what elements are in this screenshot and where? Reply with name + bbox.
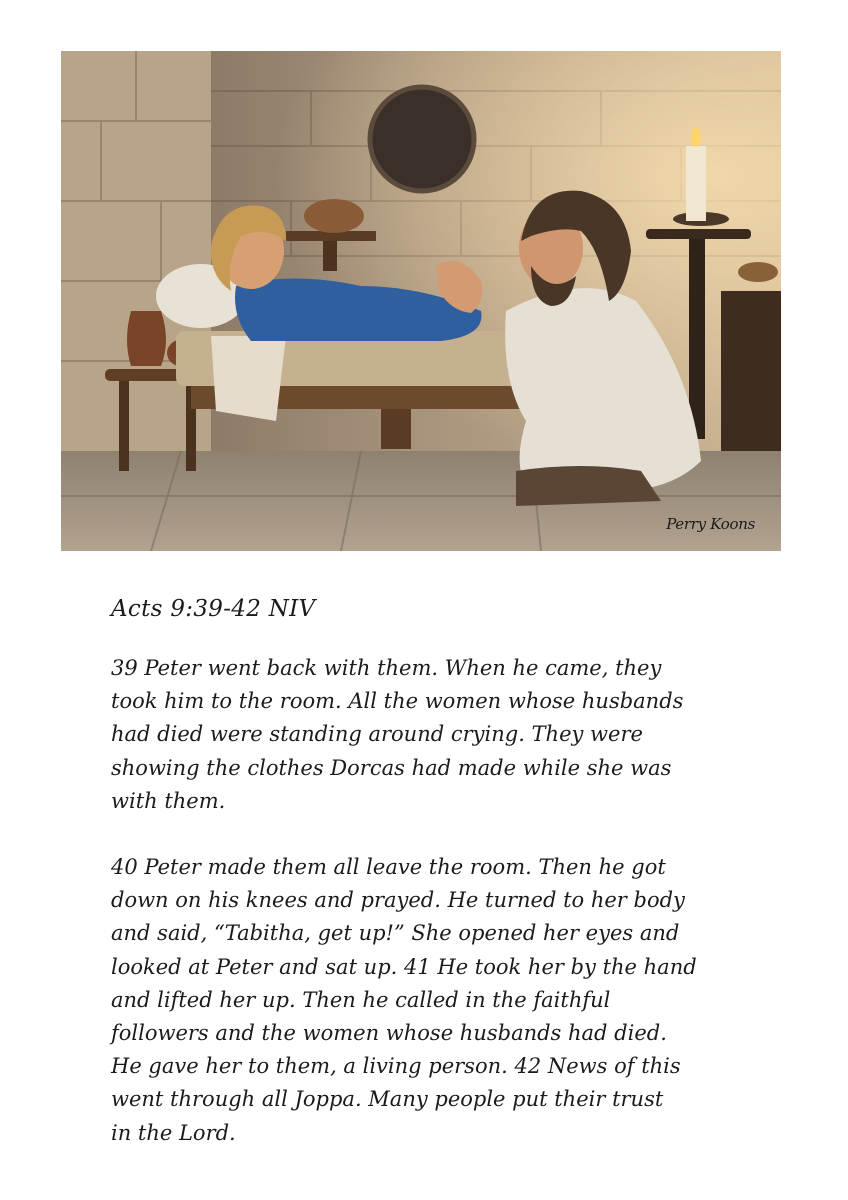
- candle: [686, 146, 706, 221]
- verse-paragraph-40-42: 40 Peter made them all leave the room. Then he got down on his knees and prayed. He turned to her body and said, “Tabitha, get up!” She opened her eyes and looked at Peter and sat up. 41 He took her by the hand and lifted her up. Then he called in the faithful followers and the women whose husbands had died. He gave her to them, a living person. 42 News of this went through all Joppa. Many people put their trust in the Lord.: [111, 855, 697, 1145]
- illustration-scene: [61, 51, 781, 551]
- scripture-reference: Acts 9:39-42 NIV: [111, 596, 316, 622]
- candle-flame: [691, 127, 701, 147]
- clay-bowl: [304, 199, 364, 233]
- scripture-text: [111, 652, 751, 1183]
- wood-cabinet: [721, 291, 781, 451]
- story-illustration: [61, 51, 781, 551]
- clay-jug: [127, 311, 166, 366]
- artist-signature: Perry Koons: [666, 515, 755, 533]
- verse-paragraph-39: 39 Peter went back with them. When he came, they took him to the room. All the women whose husbands had died were standing around crying. They were showing the clothes Dorcas had made while she was with them.: [111, 656, 684, 813]
- wall-plate: [370, 87, 474, 191]
- candle-table: [646, 229, 751, 239]
